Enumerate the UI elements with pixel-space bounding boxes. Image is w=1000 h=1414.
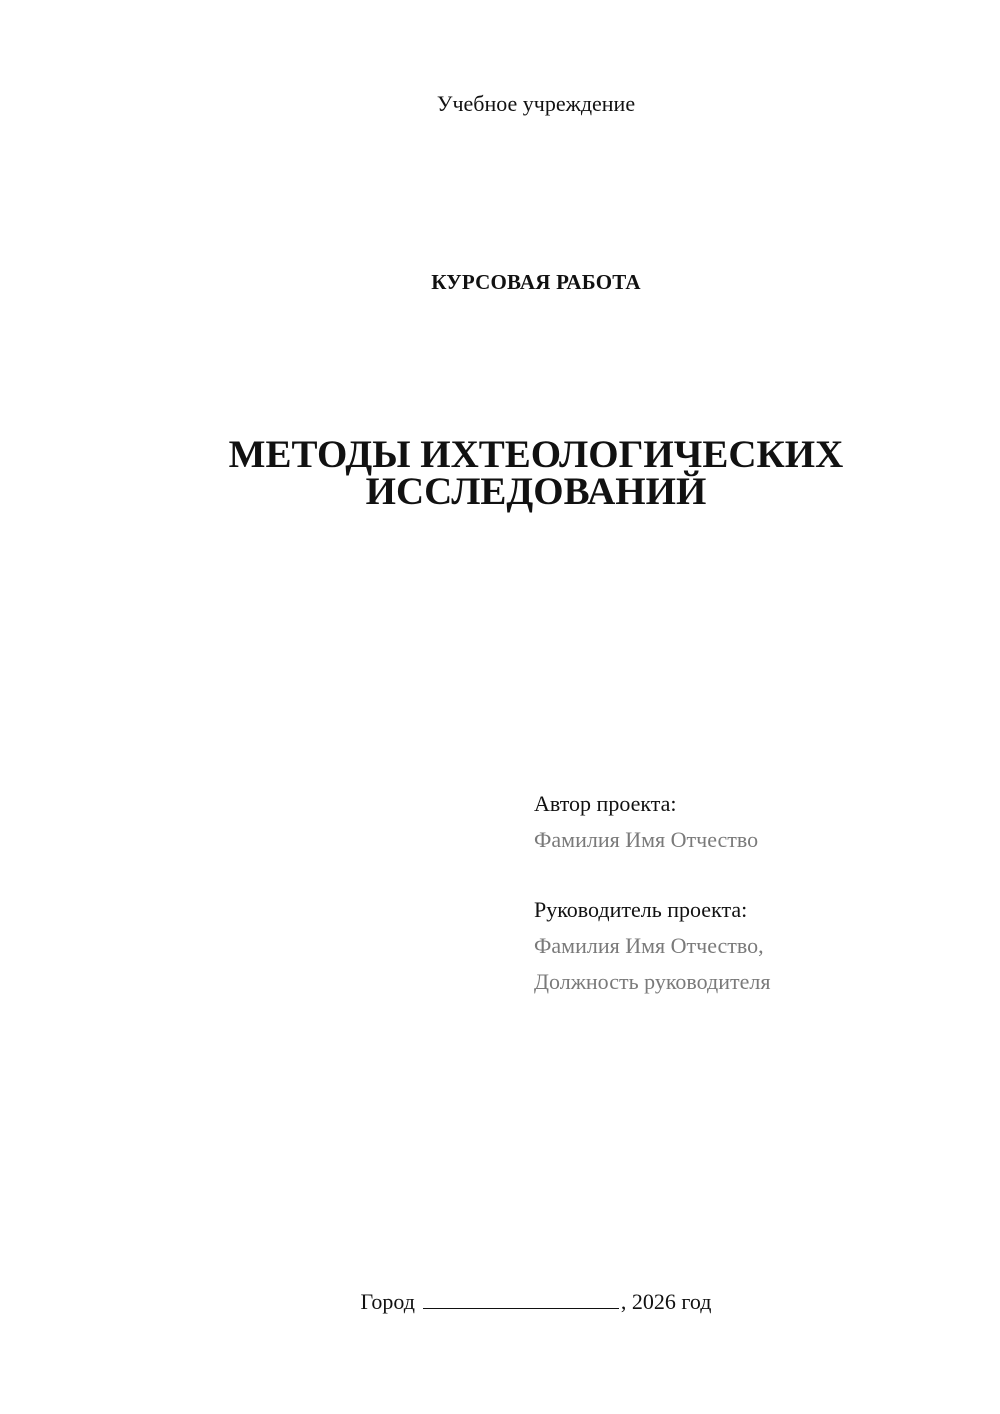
work-type-heading: КУРСОВАЯ РАБОТА bbox=[431, 270, 641, 294]
supervisor-name: Фамилия Имя Отчество, bbox=[534, 933, 764, 958]
city-blank-line bbox=[423, 1288, 619, 1309]
city-year-line bbox=[0, 1288, 1000, 1316]
year-text: , 2026 год bbox=[620, 1289, 712, 1314]
city-label: Город bbox=[360, 1289, 415, 1314]
document-title-line-2: ИССЛЕДОВАНИЙ bbox=[365, 470, 707, 513]
supervisor-position: Должность руководителя bbox=[534, 969, 771, 994]
document-title bbox=[0, 433, 1000, 513]
authors-block bbox=[534, 786, 974, 1000]
author-label: Автор проекта: bbox=[534, 791, 677, 816]
authors-spacer bbox=[534, 858, 974, 892]
document-title-line-1: МЕТОДЫ ИХТЕОЛОГИЧЕСКИХ bbox=[228, 433, 844, 476]
supervisor-label: Руководитель проекта: bbox=[534, 897, 748, 922]
institution-name: Учебное учреждение bbox=[436, 91, 636, 116]
author-name: Фамилия Имя Отчество bbox=[534, 827, 759, 852]
